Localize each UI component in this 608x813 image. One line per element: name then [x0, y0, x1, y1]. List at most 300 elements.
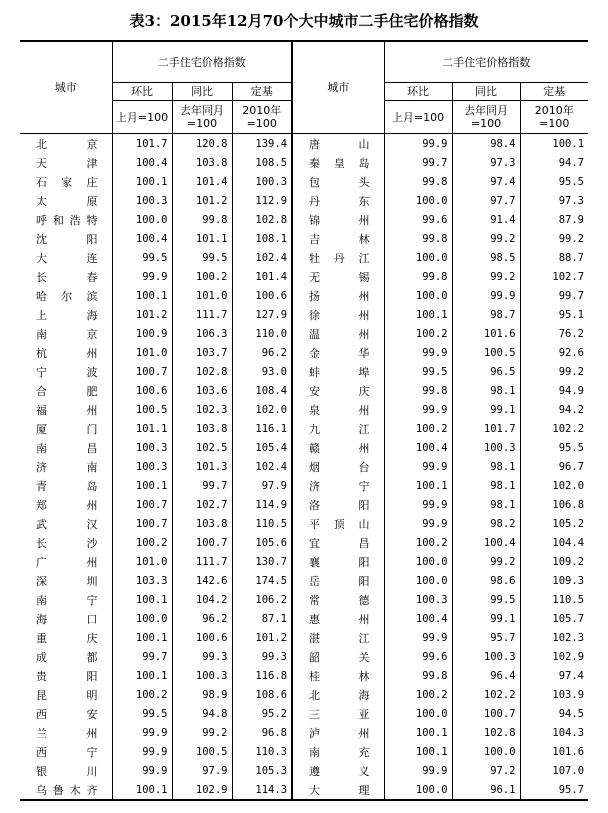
fixed-left: 105.6 — [232, 533, 292, 552]
fixed-left: 101.4 — [232, 267, 292, 286]
city-left: 天津 — [36, 156, 98, 170]
mom-right: 100.4 — [384, 438, 452, 457]
city-right: 牡丹江 — [309, 251, 370, 265]
city-left-cell — [20, 666, 112, 685]
mom-right: 100.1 — [384, 742, 452, 761]
mom-right: 99.5 — [384, 362, 452, 381]
mom-left: 100.0 — [112, 609, 172, 628]
mom-left: 100.6 — [112, 381, 172, 400]
mom-right: 100.0 — [384, 780, 452, 800]
mom-right: 100.0 — [384, 286, 452, 305]
yoy-right: 100.3 — [452, 438, 520, 457]
mom-left: 99.9 — [112, 267, 172, 286]
header-yoy-right: 同比 — [452, 83, 520, 101]
fixed-right: 102.9 — [520, 647, 588, 666]
fixed-left: 116.1 — [232, 419, 292, 438]
city-right-cell — [292, 286, 384, 305]
mom-left: 100.1 — [112, 172, 172, 191]
city-left: 昆明 — [36, 688, 98, 702]
yoy-right: 99.2 — [452, 229, 520, 248]
mom-left: 100.1 — [112, 590, 172, 609]
fixed-right: 109.3 — [520, 571, 588, 590]
yoy-right: 98.5 — [452, 248, 520, 267]
mom-right: 99.8 — [384, 229, 452, 248]
fixed-right: 95.1 — [520, 305, 588, 324]
city-right: 蚌埠 — [309, 365, 370, 379]
city-right-cell — [292, 514, 384, 533]
yoy-right: 98.2 — [452, 514, 520, 533]
mom-left: 100.4 — [112, 229, 172, 248]
fixed-left: 93.0 — [232, 362, 292, 381]
mom-right: 99.9 — [384, 343, 452, 362]
city-right-cell — [292, 248, 384, 267]
mom-right: 100.2 — [384, 685, 452, 704]
yoy-right: 98.4 — [452, 134, 520, 154]
city-right: 韶关 — [309, 650, 370, 664]
mom-right: 99.9 — [384, 495, 452, 514]
header-yoy-base-left: 去年同月=100 — [172, 101, 232, 134]
price-index-table — [20, 40, 588, 801]
mom-right: 100.1 — [384, 476, 452, 495]
city-right: 平顶山 — [309, 517, 370, 531]
city-right: 济宁 — [309, 479, 370, 493]
city-right-cell — [292, 381, 384, 400]
header-city-right: 城市 — [292, 41, 384, 134]
mom-right: 100.2 — [384, 324, 452, 343]
fixed-left: 105.4 — [232, 438, 292, 457]
city-right-cell — [292, 362, 384, 381]
mom-left: 100.3 — [112, 457, 172, 476]
mom-right: 100.0 — [384, 191, 452, 210]
yoy-right: 102.2 — [452, 685, 520, 704]
table-row — [20, 400, 588, 419]
mom-left: 101.0 — [112, 343, 172, 362]
fixed-left: 108.5 — [232, 153, 292, 172]
fixed-left: 102.4 — [232, 248, 292, 267]
city-right-cell — [292, 229, 384, 248]
city-right-cell — [292, 704, 384, 723]
city-left: 石家庄 — [36, 175, 98, 189]
city-right: 安庆 — [309, 384, 370, 398]
fixed-right: 101.6 — [520, 742, 588, 761]
header-fixed-right: 定基 — [520, 83, 588, 101]
mom-right: 100.2 — [384, 419, 452, 438]
header-yoy-base-right: 去年同月=100 — [452, 101, 520, 134]
mom-right: 100.3 — [384, 590, 452, 609]
city-left: 福州 — [36, 403, 98, 417]
table-row — [20, 533, 588, 552]
city-left: 乌鲁木齐 — [36, 783, 98, 797]
yoy-left: 98.9 — [172, 685, 232, 704]
mom-left: 100.9 — [112, 324, 172, 343]
city-right: 温州 — [309, 327, 370, 341]
fixed-right: 95.7 — [520, 780, 588, 800]
city-right-cell — [292, 134, 384, 154]
city-right-cell — [292, 666, 384, 685]
mom-right: 100.0 — [384, 704, 452, 723]
city-right-cell — [292, 210, 384, 229]
mom-left: 101.0 — [112, 552, 172, 571]
fixed-right: 97.4 — [520, 666, 588, 685]
fixed-right: 95.5 — [520, 438, 588, 457]
city-left-cell — [20, 704, 112, 723]
header-fixed-base-right: 2010年=100 — [520, 101, 588, 134]
city-left-cell — [20, 324, 112, 343]
header-city-left: 城市 — [20, 41, 112, 134]
header-fixed-left: 定基 — [232, 83, 292, 101]
city-right: 三亚 — [309, 707, 370, 721]
city-left-cell — [20, 134, 112, 154]
fixed-right: 102.3 — [520, 628, 588, 647]
fixed-right: 94.2 — [520, 400, 588, 419]
yoy-right: 97.2 — [452, 761, 520, 780]
city-right-cell — [292, 647, 384, 666]
fixed-right: 104.4 — [520, 533, 588, 552]
city-left: 武汉 — [36, 517, 98, 531]
city-right-cell — [292, 742, 384, 761]
fixed-left: 116.8 — [232, 666, 292, 685]
mom-left: 100.7 — [112, 514, 172, 533]
mom-right: 100.0 — [384, 552, 452, 571]
mom-right: 99.7 — [384, 153, 452, 172]
city-right-cell — [292, 476, 384, 495]
mom-right: 99.9 — [384, 514, 452, 533]
mom-left: 100.2 — [112, 533, 172, 552]
city-left: 南京 — [36, 327, 98, 341]
table-row — [20, 457, 588, 476]
mom-right: 99.9 — [384, 400, 452, 419]
city-left: 南昌 — [36, 441, 98, 455]
city-right-cell — [292, 628, 384, 647]
mom-right: 99.6 — [384, 210, 452, 229]
mom-left: 99.7 — [112, 647, 172, 666]
city-right-cell — [292, 343, 384, 362]
table-row — [20, 647, 588, 666]
city-left: 杭州 — [36, 346, 98, 360]
city-left-cell — [20, 419, 112, 438]
city-right: 扬州 — [309, 289, 370, 303]
table-row — [20, 419, 588, 438]
city-left: 长春 — [36, 270, 98, 284]
city-right-cell — [292, 172, 384, 191]
yoy-left: 142.6 — [172, 571, 232, 590]
yoy-right: 98.1 — [452, 495, 520, 514]
fixed-right: 105.2 — [520, 514, 588, 533]
fixed-left: 97.9 — [232, 476, 292, 495]
city-left-cell — [20, 153, 112, 172]
yoy-right: 96.4 — [452, 666, 520, 685]
fixed-right: 105.7 — [520, 609, 588, 628]
table-row — [20, 666, 588, 685]
city-left: 贵阳 — [36, 669, 98, 683]
city-right: 泸州 — [309, 726, 370, 740]
table-row — [20, 229, 588, 248]
mom-right: 99.8 — [384, 267, 452, 286]
city-left-cell — [20, 267, 112, 286]
table-row — [20, 210, 588, 229]
table-row — [20, 305, 588, 324]
fixed-left: 174.5 — [232, 571, 292, 590]
yoy-left: 103.8 — [172, 419, 232, 438]
city-right: 湛江 — [309, 631, 370, 645]
city-right-cell — [292, 324, 384, 343]
city-left-cell — [20, 172, 112, 191]
city-right: 泉州 — [309, 403, 370, 417]
fixed-left: 110.0 — [232, 324, 292, 343]
fixed-right: 110.5 — [520, 590, 588, 609]
yoy-left: 100.6 — [172, 628, 232, 647]
fixed-left: 114.3 — [232, 780, 292, 800]
table-row — [20, 191, 588, 210]
fixed-right: 102.0 — [520, 476, 588, 495]
yoy-right: 97.3 — [452, 153, 520, 172]
mom-left: 101.1 — [112, 419, 172, 438]
city-left: 北京 — [36, 137, 98, 151]
fixed-left: 130.7 — [232, 552, 292, 571]
city-left: 郑州 — [36, 498, 98, 512]
city-right: 南充 — [309, 745, 370, 759]
fixed-right: 94.9 — [520, 381, 588, 400]
fixed-left: 112.9 — [232, 191, 292, 210]
city-right: 无锡 — [309, 270, 370, 284]
city-left: 南宁 — [36, 593, 98, 607]
city-left: 宁波 — [36, 365, 98, 379]
city-right-cell — [292, 723, 384, 742]
table-row — [20, 153, 588, 172]
city-right-cell — [292, 533, 384, 552]
city-left-cell — [20, 590, 112, 609]
table-row — [20, 362, 588, 381]
city-right-cell — [292, 191, 384, 210]
mom-right: 100.0 — [384, 248, 452, 267]
city-left-cell — [20, 552, 112, 571]
mom-right: 100.1 — [384, 723, 452, 742]
city-left-cell — [20, 229, 112, 248]
city-left: 厦门 — [36, 422, 98, 436]
yoy-right: 98.6 — [452, 571, 520, 590]
yoy-left: 103.8 — [172, 153, 232, 172]
city-left-cell — [20, 571, 112, 590]
fixed-right: 94.7 — [520, 153, 588, 172]
city-right: 吉林 — [309, 232, 370, 246]
city-left-cell — [20, 400, 112, 419]
city-right: 赣州 — [309, 441, 370, 455]
mom-left: 100.1 — [112, 476, 172, 495]
table-title: 表3：2015年12月70个大中城市二手住宅价格指数 — [129, 12, 479, 30]
yoy-right: 99.2 — [452, 552, 520, 571]
yoy-right: 100.5 — [452, 343, 520, 362]
header-mom-base-left: 上月=100 — [112, 101, 172, 134]
fixed-right: 76.2 — [520, 324, 588, 343]
fixed-left: 100.3 — [232, 172, 292, 191]
yoy-left: 100.7 — [172, 533, 232, 552]
yoy-right: 101.6 — [452, 324, 520, 343]
yoy-left: 120.8 — [172, 134, 232, 154]
mom-left: 100.4 — [112, 153, 172, 172]
fixed-right: 96.7 — [520, 457, 588, 476]
city-right: 金华 — [309, 346, 370, 360]
mom-left: 100.7 — [112, 362, 172, 381]
fixed-left: 105.3 — [232, 761, 292, 780]
city-left-cell — [20, 305, 112, 324]
yoy-right: 101.7 — [452, 419, 520, 438]
city-left: 海口 — [36, 612, 98, 626]
table-row — [20, 438, 588, 457]
fixed-right: 99.7 — [520, 286, 588, 305]
city-left-cell — [20, 438, 112, 457]
fixed-left: 108.4 — [232, 381, 292, 400]
mom-left: 99.9 — [112, 723, 172, 742]
city-right: 九江 — [309, 422, 370, 436]
fixed-left: 127.9 — [232, 305, 292, 324]
city-right: 襄阳 — [309, 555, 370, 569]
fixed-left: 110.5 — [232, 514, 292, 533]
table-row — [20, 476, 588, 495]
mom-left: 100.2 — [112, 685, 172, 704]
mom-right: 99.9 — [384, 457, 452, 476]
city-left-cell — [20, 533, 112, 552]
mom-right: 99.9 — [384, 628, 452, 647]
yoy-left: 101.1 — [172, 229, 232, 248]
mom-right: 99.8 — [384, 381, 452, 400]
fixed-right: 88.7 — [520, 248, 588, 267]
city-left: 沈阳 — [36, 232, 98, 246]
city-left: 合肥 — [36, 384, 98, 398]
fixed-right: 100.1 — [520, 134, 588, 154]
city-right-cell — [292, 153, 384, 172]
fixed-left: 108.1 — [232, 229, 292, 248]
city-right-cell — [292, 267, 384, 286]
city-left-cell — [20, 381, 112, 400]
mom-right: 99.6 — [384, 647, 452, 666]
city-right-cell — [292, 419, 384, 438]
yoy-right: 98.1 — [452, 476, 520, 495]
fixed-right: 104.3 — [520, 723, 588, 742]
yoy-left: 100.3 — [172, 666, 232, 685]
fixed-right: 109.2 — [520, 552, 588, 571]
yoy-right: 100.4 — [452, 533, 520, 552]
fixed-left: 87.1 — [232, 609, 292, 628]
mom-right: 100.2 — [384, 533, 452, 552]
city-right-cell — [292, 685, 384, 704]
mom-left: 100.3 — [112, 438, 172, 457]
city-right: 常德 — [309, 593, 370, 607]
city-right-cell — [292, 761, 384, 780]
mom-left: 99.5 — [112, 704, 172, 723]
city-left-cell — [20, 286, 112, 305]
table-row — [20, 495, 588, 514]
yoy-left: 101.4 — [172, 172, 232, 191]
city-left: 呼和浩特 — [36, 213, 98, 227]
table-row — [20, 571, 588, 590]
mom-left: 100.3 — [112, 191, 172, 210]
table-header — [20, 41, 588, 134]
city-right-cell — [292, 400, 384, 419]
header-group-right: 二手住宅价格指数 — [384, 41, 588, 83]
city-right: 徐州 — [309, 308, 370, 322]
fixed-left: 95.2 — [232, 704, 292, 723]
city-left-cell — [20, 210, 112, 229]
yoy-left: 100.2 — [172, 267, 232, 286]
table-row — [20, 761, 588, 780]
yoy-left: 101.3 — [172, 457, 232, 476]
city-left-cell — [20, 609, 112, 628]
city-right: 锦州 — [309, 213, 370, 227]
table-row — [20, 628, 588, 647]
yoy-left: 99.8 — [172, 210, 232, 229]
mom-left: 100.7 — [112, 495, 172, 514]
yoy-left: 102.8 — [172, 362, 232, 381]
yoy-right: 99.1 — [452, 609, 520, 628]
yoy-left: 102.5 — [172, 438, 232, 457]
city-left-cell — [20, 685, 112, 704]
yoy-left: 94.8 — [172, 704, 232, 723]
yoy-right: 99.5 — [452, 590, 520, 609]
table-row — [20, 248, 588, 267]
city-right-cell — [292, 457, 384, 476]
fixed-right: 106.8 — [520, 495, 588, 514]
yoy-left: 103.6 — [172, 381, 232, 400]
yoy-right: 97.7 — [452, 191, 520, 210]
fixed-left: 114.9 — [232, 495, 292, 514]
table-row — [20, 685, 588, 704]
yoy-left: 103.7 — [172, 343, 232, 362]
table-row — [20, 590, 588, 609]
city-left-cell — [20, 248, 112, 267]
yoy-right: 96.5 — [452, 362, 520, 381]
fixed-left: 139.4 — [232, 134, 292, 154]
yoy-left: 106.3 — [172, 324, 232, 343]
yoy-left: 102.3 — [172, 400, 232, 419]
city-left-cell — [20, 514, 112, 533]
city-right-cell — [292, 495, 384, 514]
table-body — [20, 134, 588, 801]
fixed-left: 102.8 — [232, 210, 292, 229]
city-left-cell — [20, 780, 112, 800]
fixed-right: 92.6 — [520, 343, 588, 362]
city-right-cell — [292, 438, 384, 457]
fixed-right: 87.9 — [520, 210, 588, 229]
city-left: 西安 — [36, 707, 98, 721]
fixed-right: 94.5 — [520, 704, 588, 723]
yoy-right: 95.7 — [452, 628, 520, 647]
mom-left: 100.1 — [112, 628, 172, 647]
mom-right: 100.0 — [384, 571, 452, 590]
yoy-right: 99.9 — [452, 286, 520, 305]
yoy-right: 91.4 — [452, 210, 520, 229]
fixed-left: 102.4 — [232, 457, 292, 476]
fixed-right: 99.2 — [520, 229, 588, 248]
yoy-left: 111.7 — [172, 552, 232, 571]
mom-left: 99.9 — [112, 742, 172, 761]
city-left: 上海 — [36, 308, 98, 322]
header-group-left: 二手住宅价格指数 — [112, 41, 292, 83]
city-left: 太原 — [36, 194, 98, 208]
table-row — [20, 742, 588, 761]
table-row — [20, 267, 588, 286]
yoy-right: 97.4 — [452, 172, 520, 191]
yoy-right: 99.1 — [452, 400, 520, 419]
mom-right: 99.8 — [384, 666, 452, 685]
city-right: 唐山 — [309, 137, 370, 151]
yoy-left: 99.3 — [172, 647, 232, 666]
yoy-right: 98.7 — [452, 305, 520, 324]
fixed-left: 96.2 — [232, 343, 292, 362]
fixed-right: 103.9 — [520, 685, 588, 704]
city-right: 丹东 — [309, 194, 370, 208]
table-row — [20, 704, 588, 723]
table-row — [20, 134, 588, 154]
